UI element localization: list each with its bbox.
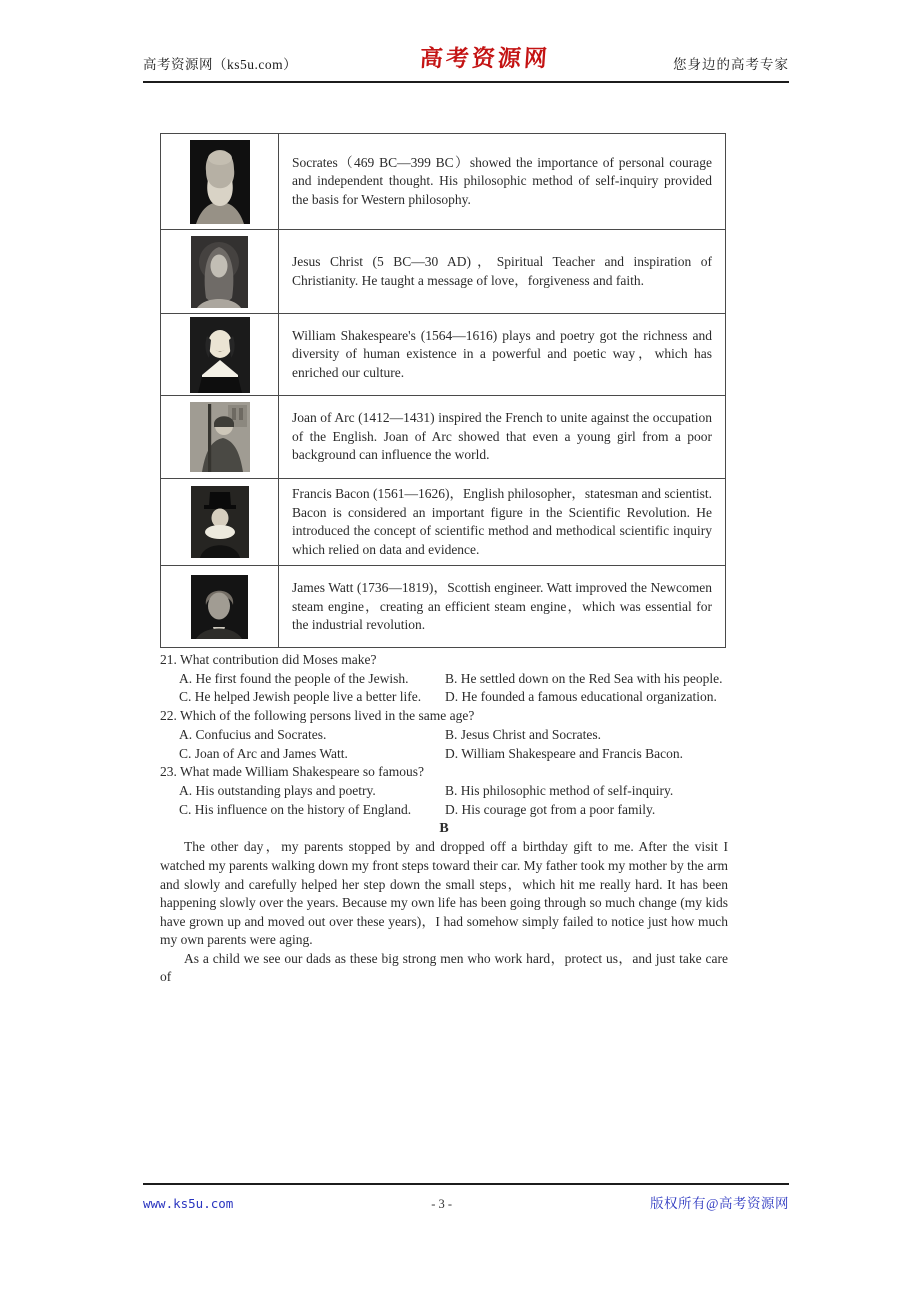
- figures-table: [160, 133, 726, 648]
- site-name: 高考资源网（ks5u.com）: [143, 57, 298, 72]
- table-row: [161, 134, 726, 230]
- page-footer: [143, 1183, 789, 1212]
- joan-of-arc-portrait: [190, 402, 250, 472]
- table-row: [161, 314, 726, 396]
- question-text: Which of the following persons lived in the same age?: [180, 708, 475, 724]
- footer-copyright-link[interactable]: 版权所有@高考资源网: [650, 1196, 789, 1211]
- table-row: [161, 230, 726, 314]
- question-23: [160, 763, 728, 819]
- table-row: [161, 566, 726, 648]
- francis-bacon-portrait: [191, 486, 249, 558]
- william-shakespeare-portrait: [190, 317, 250, 393]
- page-number: - 3 -: [431, 1197, 453, 1211]
- table-row: [161, 396, 726, 479]
- option-d: D. William Shakespeare and Francis Bacon.: [445, 745, 684, 761]
- option-a: A. Confucius and Socrates.: [179, 726, 327, 742]
- question-22: [160, 707, 728, 763]
- reading-passage: [160, 838, 728, 987]
- option-d: D. He founded a famous educational organization.: [445, 689, 717, 705]
- question-stem: [160, 707, 728, 726]
- james-watt-portrait: [191, 575, 248, 639]
- question-21: [160, 651, 728, 707]
- questions-and-passage: [160, 651, 728, 987]
- question-stem: [160, 651, 728, 670]
- question-text: What made William Shakespeare so famous?: [180, 764, 425, 780]
- footer-site-link[interactable]: www.ks5u.com: [143, 1196, 234, 1211]
- figure-description: James Watt (1736—1819)，Scottish engineer. Watt improved the Newcomen steam engine，creating an efficient steam engine，which was essential for the industrial revolution.: [279, 566, 726, 648]
- jesus-christ-portrait: [191, 236, 248, 308]
- question-options: [160, 670, 728, 707]
- option-b: B. He settled down on the Red Sea with his people.: [445, 670, 723, 686]
- figure-description: Jesus Christ (5 BC—30 AD)，Spiritual Teacher and inspiration of Christianity. He taught a message of love，forgiveness and faith.: [279, 230, 726, 314]
- option-c: C. His influence on the history of England.: [179, 801, 412, 817]
- passage-paragraph: As a child we see our dads as these big strong men who work hard，protect us，and just take care of: [160, 950, 728, 985]
- figure-description: William Shakespeare's (1564—1616) plays and poetry got the richness and diversity of human existence in a powerful and poetic way，which has enriched our culture.: [279, 314, 726, 396]
- question-options: [160, 782, 728, 819]
- question-text: What contribution did Moses make?: [180, 652, 377, 667]
- site-tagline: 您身边的高考专家: [673, 57, 789, 72]
- question-options: [160, 726, 728, 763]
- option-b: B. His philosophic method of self-inquiry.: [445, 782, 674, 798]
- option-d: D. His courage got from a poor family.: [445, 801, 656, 817]
- option-b: B. Jesus Christ and Socrates.: [445, 726, 601, 742]
- option-a: A. He first found the people of the Jewish.: [179, 670, 409, 686]
- option-c: C. Joan of Arc and James Watt.: [179, 745, 348, 761]
- table-row: [161, 479, 726, 566]
- option-c: C. He helped Jewish people live a better life.: [179, 689, 422, 705]
- page-header: [143, 40, 789, 83]
- question-stem: [160, 763, 728, 782]
- portrait-cell: [161, 479, 279, 566]
- socrates-portrait: [189, 140, 251, 224]
- question-number: 22.: [160, 708, 177, 724]
- question-number: 23.: [160, 764, 177, 780]
- passage-paragraph: The other day，my parents stopped by and dropped off a birthday gift to me. After the visit I watched my parents walking down my front steps toward their car. My father took my mother by the arm and slowly and carefully helped her step down the small steps，which hit me really hard. It has been happening slowly over the years. Because my own life has been going through so much change (my kids have grown up and moved out over these years)，I had somehow simply failed to notice just how much my own parents were aging.: [160, 839, 728, 948]
- figure-description: Francis Bacon (1561—1626)，English philosopher，statesman and scientist. Bacon is considered an important figure in the Scientific Revolution. He introduced the concept of scientific method and methodical scientific inquiry which relied on data and evidence.: [279, 479, 726, 566]
- portrait-cell: [161, 134, 279, 230]
- portrait-cell: [161, 566, 279, 648]
- question-number: 21.: [160, 652, 177, 667]
- figure-description: Socrates（469 BC—399 BC）showed the importance of personal courage and independent thought. His philosophic method of self-inquiry provided the basis for Western philosophy.: [279, 134, 726, 230]
- figure-description: Joan of Arc (1412—1431) inspired the French to unite against the occupation of the English. Joan of Arc showed that even a young girl from a poor background can influence the world.: [279, 396, 726, 479]
- portrait-cell: [161, 396, 279, 479]
- portrait-cell: [161, 314, 279, 396]
- site-logo: 高考资源网: [419, 46, 551, 71]
- option-a: A. His outstanding plays and poetry.: [179, 782, 376, 798]
- passage-section-label: B: [439, 821, 449, 837]
- portrait-cell: [161, 230, 279, 314]
